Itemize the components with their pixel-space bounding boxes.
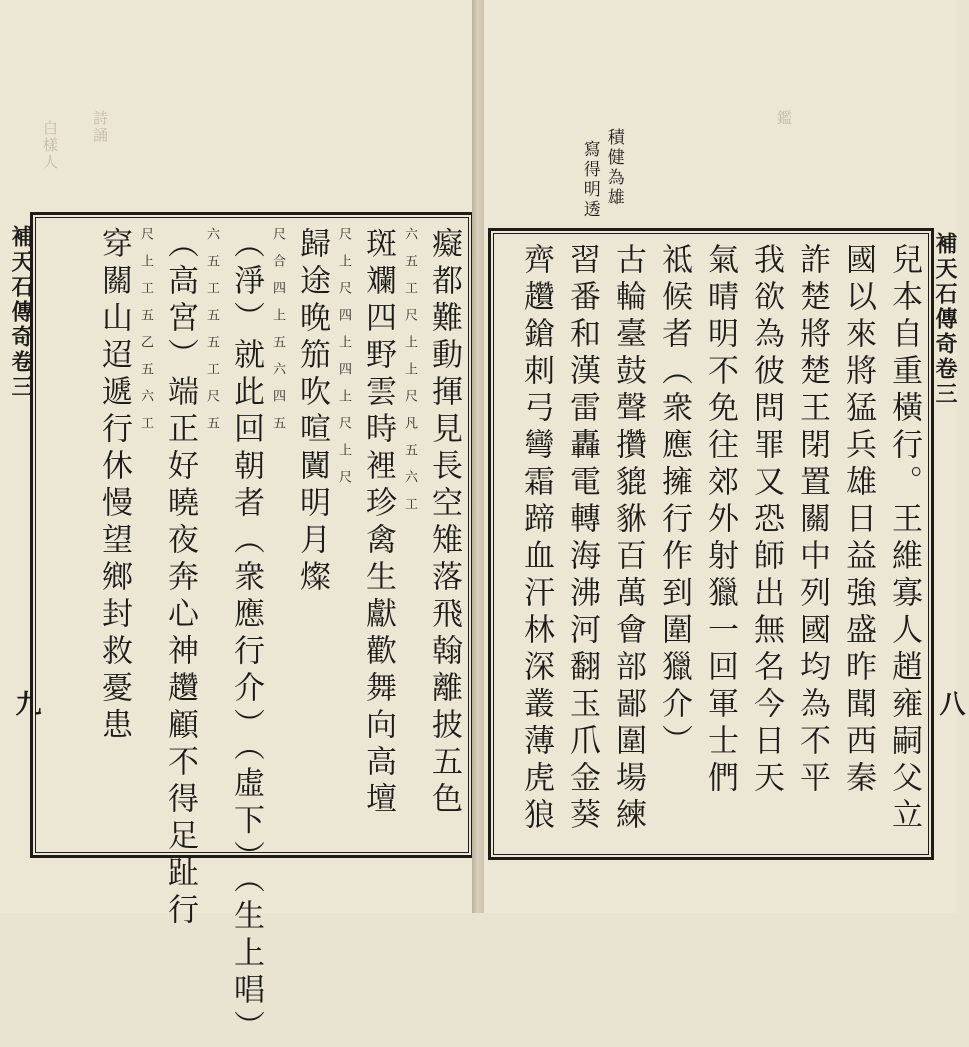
bleed-through-text: 鑑 [775, 110, 793, 127]
left-page [0, 0, 474, 1047]
verse-column: 穿關山迢遞行休慢望鄉封救憂患 [96, 227, 132, 745]
prose-column: 我欲為彼問罪又恐師出無名今日天 [748, 243, 784, 798]
verse-column: 古輪臺鼓聲攢貔貅百萬會部鄙圍場練 [610, 243, 646, 835]
bleed-through-text: 詩誦 [91, 110, 109, 144]
prose-column: 祗候者（衆應擁行作到圍獵介） [656, 243, 692, 761]
notation-column: 尺合四上五六四五 [270, 227, 285, 443]
margin-title: 補天石傳奇卷三 [8, 225, 34, 400]
notation-column: 尺上尺四上四上尺上尺 [336, 227, 351, 497]
commentary-annotation: 寫得明透 [579, 140, 600, 220]
notation-column: 尺上工五乙五六工 [138, 227, 153, 443]
verse-column: 癡都難動揮見長空雉落飛翰離披五色 [426, 227, 462, 819]
prose-column: 國以來將猛兵雄日益強盛昨聞西秦 [840, 243, 876, 798]
verse-column: 齊趲鎗刺弓彎霜蹄血汗林深叢薄虎狼 [518, 243, 554, 835]
verse-column: 歸途晚笳吹喧闐明月燦 [294, 227, 330, 597]
text-frame [488, 228, 934, 860]
text-columns [41, 227, 463, 1047]
text-frame [30, 212, 474, 1047]
page-number: 八 [935, 690, 965, 716]
text-columns [499, 243, 923, 845]
verse-column: （淨）就此回朝者（衆應行介）（虛下）（生上唱） [228, 227, 264, 1047]
verse-column: 斑斕四野雲時裡珍禽生獻歡舞向高壇 [360, 227, 396, 819]
notation-column: 六五工尺上上尺凡五六工 [402, 227, 417, 524]
prose-column: 詐楚將楚王閉置關中列國均為不平 [794, 243, 830, 798]
right-page [484, 0, 965, 913]
prose-column: 氣晴明不免往郊外射獵一回軍士們 [702, 243, 738, 798]
verse-column: 習番和漢雷轟電轉海沸河翻玉爪金葵 [564, 243, 600, 835]
commentary-annotation: 積健為雄 [603, 128, 624, 208]
margin-title: 補天石傳奇卷三 [932, 232, 958, 407]
bleed-through-text: 白樣人 [41, 120, 59, 171]
notation-column: 六五工五五工尺五 [204, 227, 219, 443]
verse-column: （高宮）端正好曉夜奔心神趲顧不得足趾行 [162, 227, 198, 930]
page-number: 九 [11, 690, 41, 716]
prose-column: 兒本自重橫行。王維寡人趙雍嗣父立 [886, 243, 922, 835]
